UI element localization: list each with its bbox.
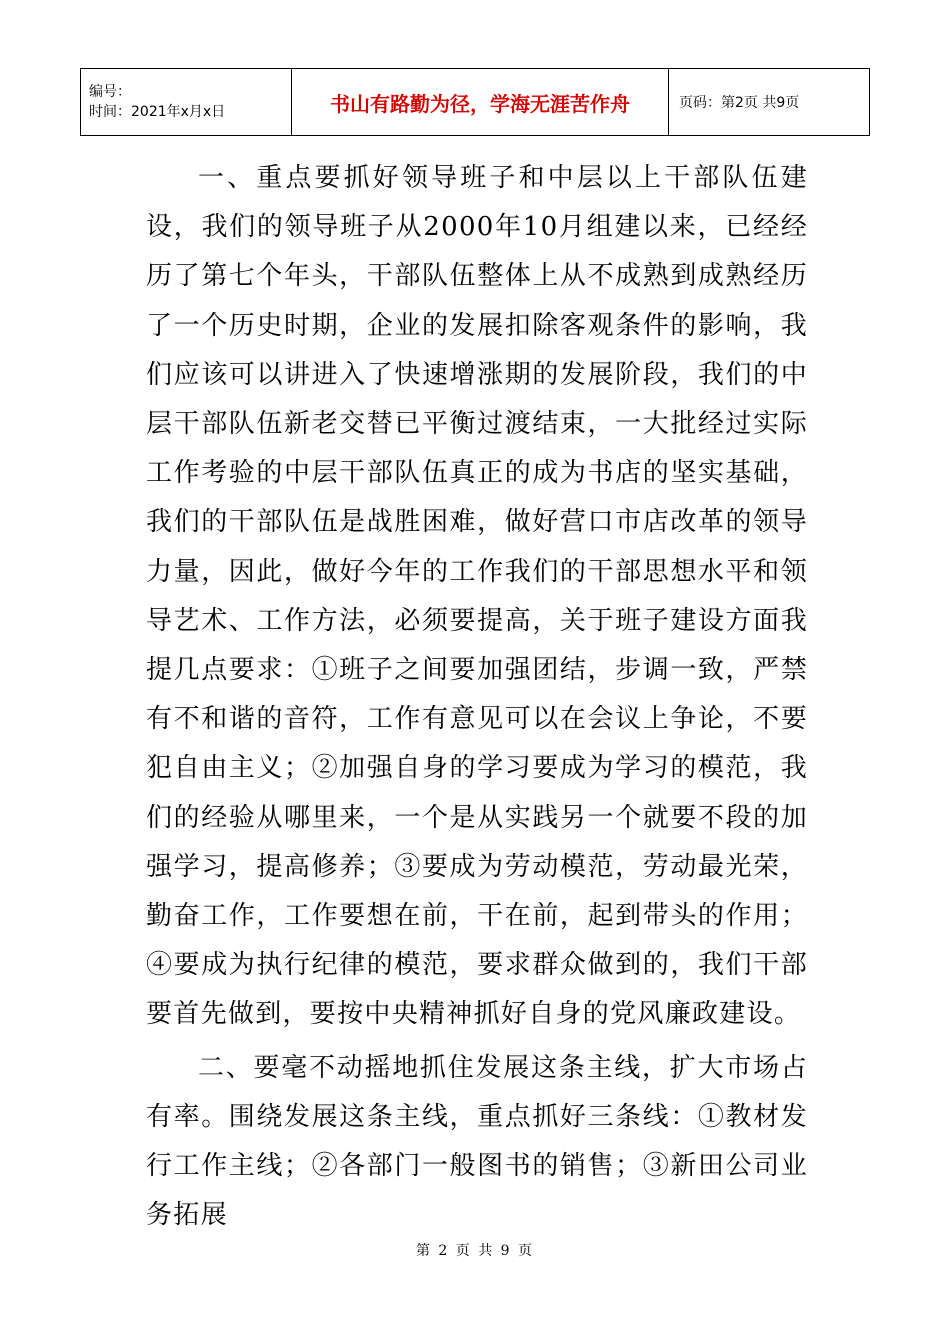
paragraph-2: 二、要毫不动摇地抓住发展这条主线，扩大市场占有率。围绕发展这条主线，重点抓好三条线：①教材发行工作主线；②各部门一般图书的销售；③新田公司业务拓展	[146, 1052, 808, 1231]
header-page-code: 页码：第2页 共9页	[669, 69, 870, 136]
page-footer: 第 2 页 共 9 页	[415, 1243, 535, 1259]
document-number: 编号：	[89, 84, 131, 100]
document-header	[80, 68, 870, 136]
header-meta-cell	[81, 69, 292, 136]
document-body	[146, 154, 808, 1240]
paragraph-1: 一、重点要抓好领导班子和中层以上干部队伍建设，我们的领导班子从2000年10月组建以来，已经经历了第七个年头，干部队伍整体上从不成熟到成熟经历了一个历史时期，企业的发展扣除客观条件的影响，我们应该可以讲进入了快速增涨期的发展阶段，我们的中层干部队伍新老交替已平衡过渡结束，一大批经过实际工作考验的中层干部队伍真正的成为书店的坚实基础，我们的干部队伍是战胜困难，做好营口市店改革的领导力量，因此，做好今年的工作我们的干部思想水平和领导艺术、工作方法，必须要提高，关于班子建设方面我提几点要求：①班子之间要加强团结，步调一致，严禁有不和谐的音符，工作有意见可以在会议上争论，不要犯自由主义；②加强自身的学习要成为学习的模范，我们的经验从哪里来，一个是从实践另一个就要不段的加强学习，提高修养；③要成为劳动模范，劳动最光荣，勤奋工作，工作要想在前，干在前，起到带头的作用；④要成为执行纪律的模范，要求群众做到的，我们干部要首先做到，要按中央精神抓好自身的党风廉政建设。	[146, 163, 808, 1030]
document-time: 时间：2021年x月x日	[89, 104, 226, 120]
header-motto: 书山有路勤为径，学海无涯苦作舟	[292, 69, 669, 136]
